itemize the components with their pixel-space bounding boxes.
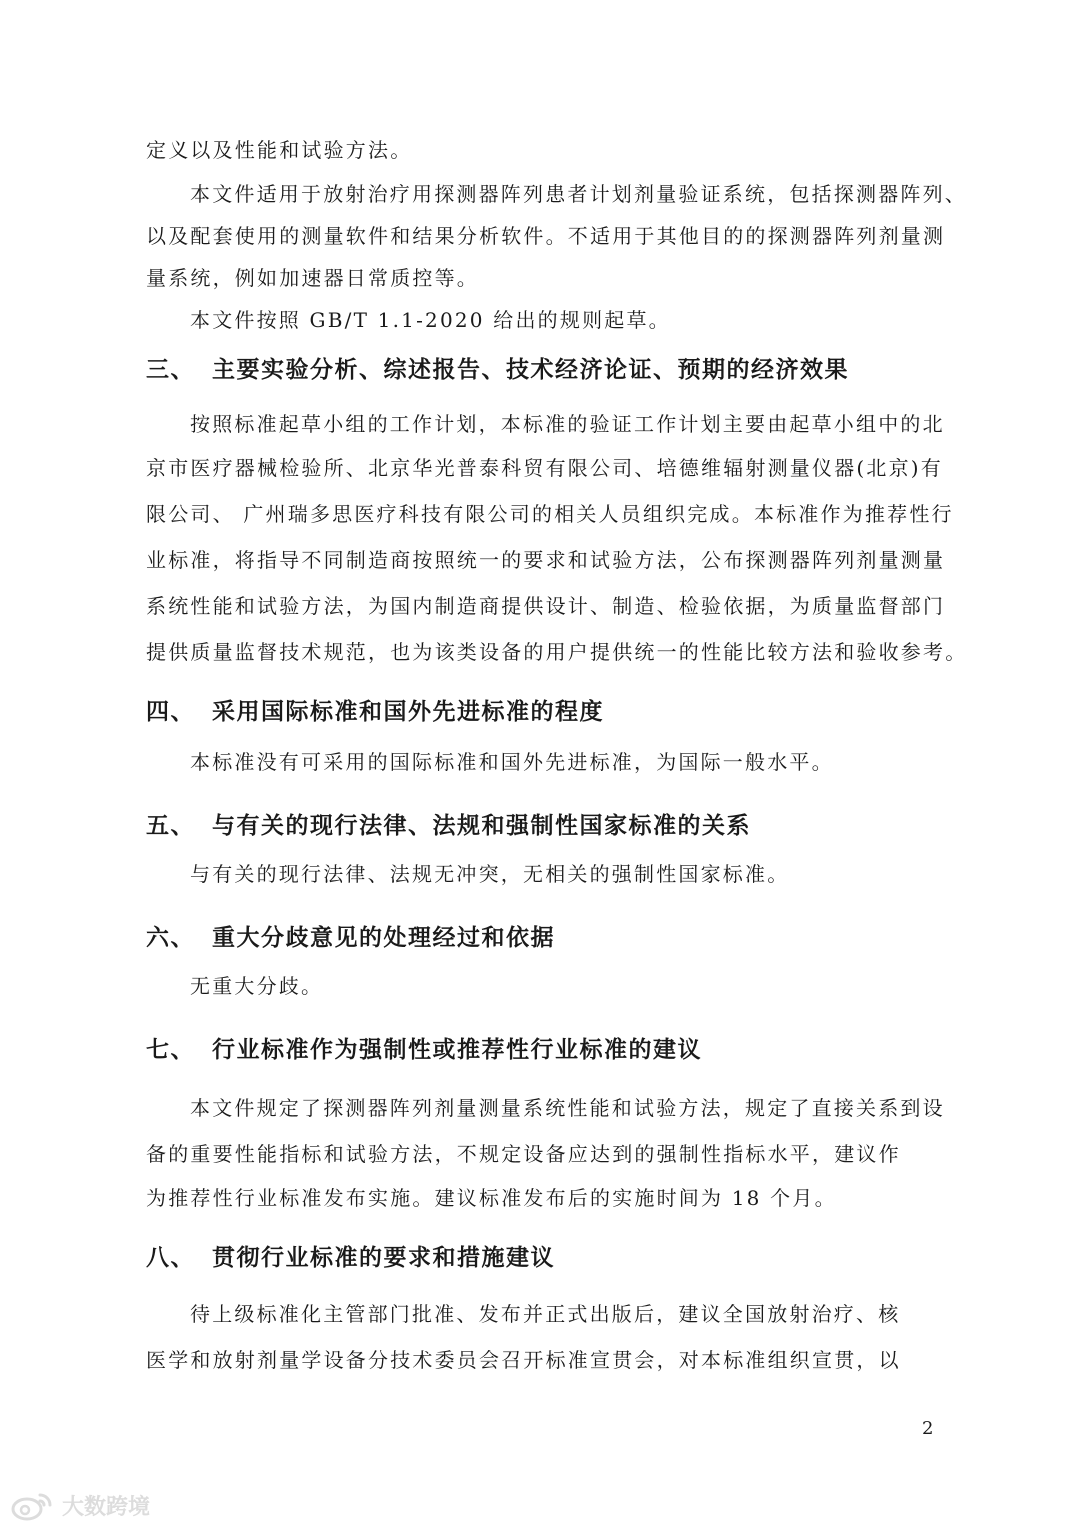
section-title: 采用国际标准和国外先进标准的程度 bbox=[212, 698, 604, 725]
paragraph-line: 本文件适用于放射治疗用探测器阵列患者计划剂量验证系统，包括探测器阵列、 bbox=[190, 182, 967, 206]
paragraph-line: 系统性能和试验方法，为国内制造商提供设计、制造、检验依据，为质量监督部门 bbox=[146, 594, 946, 618]
paragraph-line: 定义以及性能和试验方法。 bbox=[146, 138, 413, 162]
paragraph-line: 无重大分歧。 bbox=[190, 974, 324, 998]
paragraph-line: 量系统，例如加速器日常质控等。 bbox=[146, 266, 479, 290]
section-number: 四、 bbox=[146, 698, 195, 725]
section-number: 八、 bbox=[146, 1244, 195, 1271]
paragraph-line: 按照标准起草小组的工作计划，本标准的验证工作计划主要由起草小组中的北 bbox=[190, 412, 945, 436]
paragraph-line: 以及配套使用的测量软件和结果分析软件。不适用于其他目的的探测器阵列剂量测 bbox=[146, 224, 946, 248]
section-heading-5 bbox=[146, 810, 946, 842]
section-heading-8 bbox=[146, 1242, 946, 1274]
section-title: 行业标准作为强制性或推荐性行业标准的建议 bbox=[212, 1036, 702, 1063]
weibo-logo-icon bbox=[10, 1491, 56, 1521]
paragraph-line: 本文件规定了探测器阵列剂量测量系统性能和试验方法，规定了直接关系到设 bbox=[190, 1096, 945, 1120]
section-title: 重大分歧意见的处理经过和依据 bbox=[212, 924, 555, 951]
paragraph-line: 京市医疗器械检验所、北京华光普泰科贸有限公司、培德维辐射测量仪器(北京)有 bbox=[146, 456, 944, 480]
section-number: 五、 bbox=[146, 812, 195, 839]
paragraph-line: 业标准，将指导不同制造商按照统一的要求和试验方法，公布探测器阵列剂量测量 bbox=[146, 548, 946, 572]
section-title: 主要实验分析、综述报告、技术经济论证、预期的经济效果 bbox=[212, 356, 849, 383]
paragraph-line: 限公司、 广州瑞多思医疗科技有限公司的相关人员组织完成。本标准作为推荐性行 bbox=[146, 502, 954, 526]
paragraph-line: 与有关的现行法律、法规无冲突，无相关的强制性国家标准。 bbox=[190, 862, 790, 886]
section-title: 贯彻行业标准的要求和措施建议 bbox=[212, 1244, 555, 1271]
section-number: 七、 bbox=[146, 1036, 195, 1063]
section-heading-7 bbox=[146, 1034, 946, 1066]
paragraph-line: 备的重要性能指标和试验方法，不规定设备应达到的强制性指标水平，建议作 bbox=[146, 1142, 901, 1166]
watermark bbox=[10, 1490, 150, 1521]
paragraph-line: 提供质量监督技术规范，也为该类设备的用户提供统一的性能比较方法和验收参考。 bbox=[146, 640, 968, 664]
paragraph-line: 本标准没有可采用的国际标准和国外先进标准，为国际一般水平。 bbox=[190, 750, 834, 774]
section-title: 与有关的现行法律、法规和强制性国家标准的关系 bbox=[212, 812, 751, 839]
section-number: 六、 bbox=[146, 924, 195, 951]
page-number: 2 bbox=[922, 1418, 934, 1439]
watermark-text: 大数跨境 bbox=[62, 1495, 151, 1520]
section-number: 三、 bbox=[146, 356, 195, 383]
paragraph-line: 为推荐性行业标准发布实施。建议标准发布后的实施时间为 18 个月。 bbox=[146, 1186, 837, 1210]
paragraph-line: 本文件按照 GB/T 1.1-2020 给出的规则起草。 bbox=[190, 308, 671, 332]
section-heading-3 bbox=[146, 354, 946, 386]
paragraph-line: 待上级标准化主管部门批准、发布并正式出版后，建议全国放射治疗、核 bbox=[190, 1302, 901, 1326]
paragraph-line: 医学和放射剂量学设备分技术委员会召开标准宣贯会，对本标准组织宣贯，以 bbox=[146, 1348, 901, 1372]
section-heading-4 bbox=[146, 696, 946, 728]
section-heading-6 bbox=[146, 922, 946, 954]
